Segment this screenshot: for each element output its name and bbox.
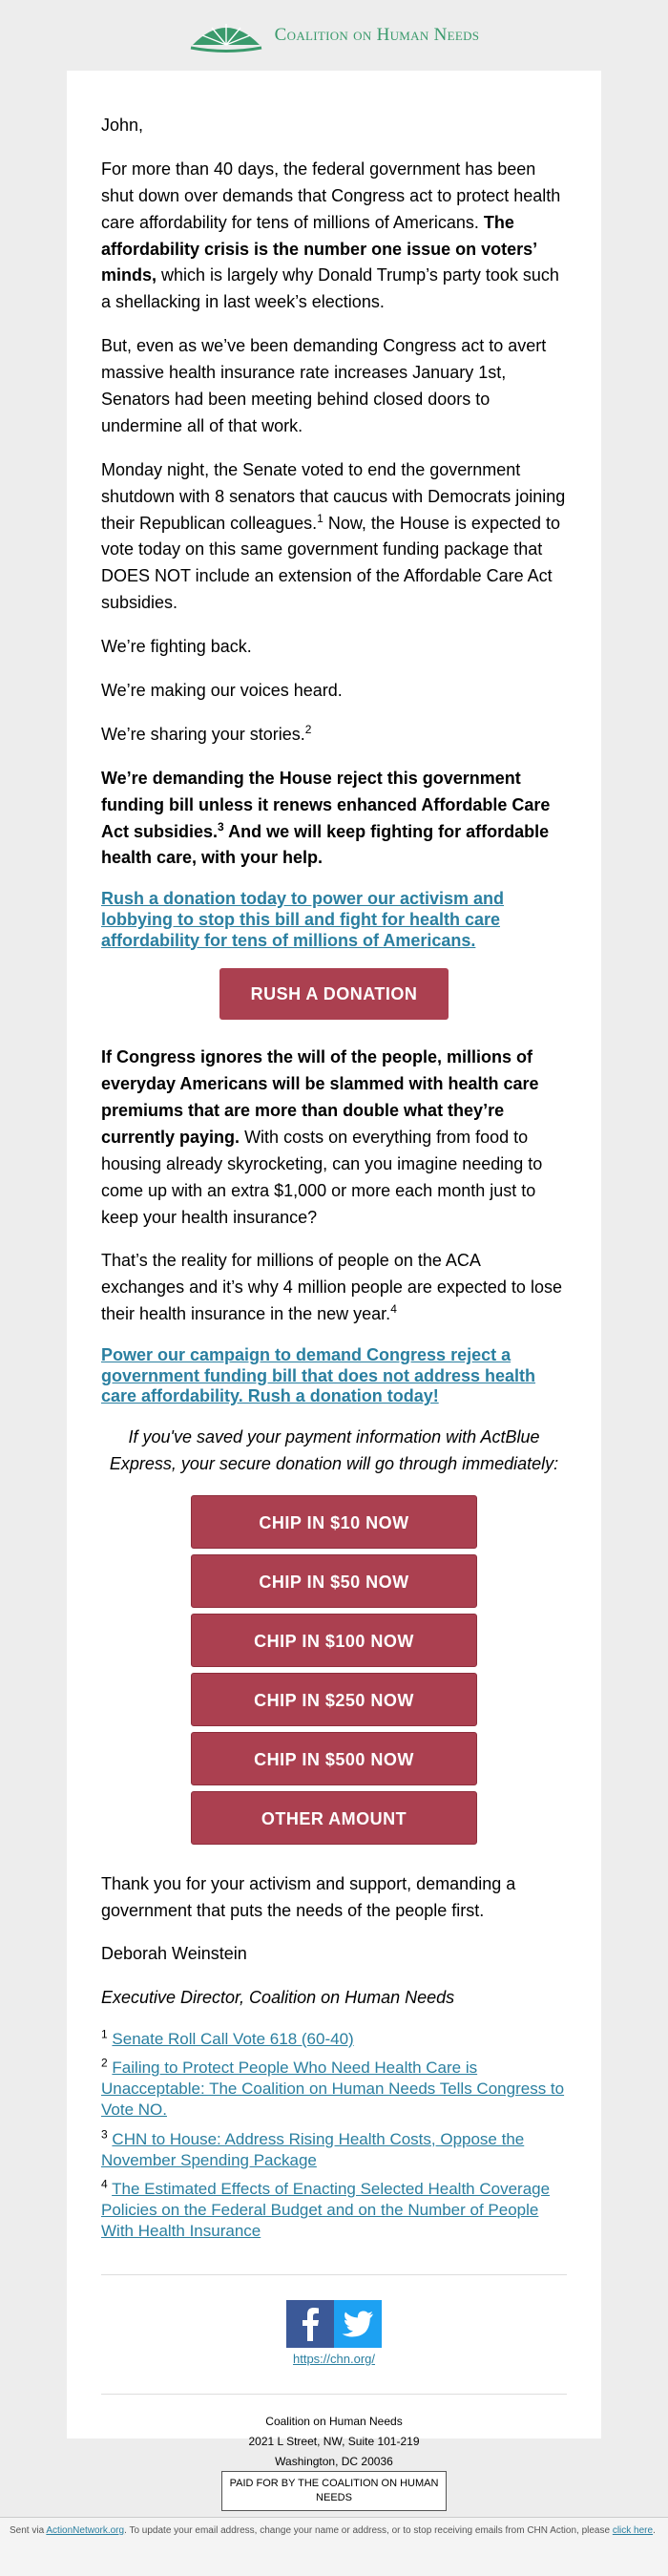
greeting: John, — [101, 116, 144, 135]
footnote-item — [101, 2179, 567, 2242]
signer-name: Deborah Weinstein — [101, 1944, 247, 1964]
chip-in-500-button[interactable]: CHIP IN $500 NOW — [191, 1732, 477, 1785]
org-logo[interactable] — [189, 16, 480, 54]
other-amount-button[interactable]: OTHER AMOUNT — [191, 1791, 477, 1845]
email-header — [0, 0, 668, 71]
rush-donation-button[interactable]: RUSH A DONATION — [219, 968, 449, 1020]
emphasis-text: If Congress ignores the will of the people, millions of everyday Americans will be slammed with health care premiums that are more than double what they’re currently paying. — [101, 1047, 539, 1147]
footnote-number: 4 — [101, 2177, 108, 2191]
site-link-wrap — [101, 2350, 567, 2369]
emphasis-text: The affordability crisis is the number one issue on voters’ minds, — [101, 212, 537, 285]
address-line: 2021 L Street, NW, Suite 101-219 — [248, 2435, 420, 2449]
footnote-number: 2 — [101, 2056, 108, 2070]
footnote-link[interactable]: Failing to Protect People Who Need Health Care is Unacceptable: The Coalition on Human Needs Tells Congress to Vote NO. — [101, 2059, 565, 2120]
paragraph-demand — [101, 766, 567, 873]
actblue-express-note: If you've saved your payment information with ActBlue Express, your secure donation will go through immediately: — [109, 1426, 559, 1473]
chip-in-100-button[interactable]: CHIP IN $100 NOW — [191, 1614, 477, 1667]
twitter-icon[interactable] — [334, 2300, 382, 2348]
org-name: Coalition on Human Needs — [274, 25, 480, 45]
footnote-link[interactable]: CHN to House: Address Rising Health Costs, Oppose the November Spending Package — [101, 2129, 525, 2169]
address-line: Coalition on Human Needs — [265, 2415, 403, 2429]
paragraph-text: For more than 40 days, the federal government has been shut down over demands that Congress act to protect health care affordability for tens of millions of Americans. — [101, 158, 561, 232]
footnote-link[interactable]: Senate Roll Call Vote 618 (60-40) — [112, 2030, 354, 2049]
chip-in-10-button[interactable]: CHIP IN $10 NOW — [191, 1495, 477, 1549]
divider — [101, 2274, 567, 2275]
paragraph-text: We’re sharing your stories. — [101, 724, 305, 744]
footnote-item — [101, 2058, 567, 2121]
email-body — [67, 71, 601, 2469]
paragraph-text: We’re demanding the House reject this government funding bill unless it renews enhanced Affordable Care Act subsidies. — [101, 768, 551, 841]
footnote-number: 3 — [101, 2126, 108, 2141]
social-links — [101, 2300, 567, 2348]
email-footer — [0, 2517, 668, 2576]
paragraph-voices: We’re making our voices heard. — [101, 681, 343, 701]
paragraph-text: Now, the House is expected to vote today on this same government funding package that DOES NOT include an extension of the Affordable Care Act subsidies. — [101, 513, 560, 613]
footnote-item — [101, 2029, 567, 2050]
divider — [101, 2394, 567, 2395]
rush-button-wrap — [101, 968, 567, 1020]
paragraph-premiums — [101, 1045, 567, 1231]
paragraph-text: And we will keep fighting for affordable health care, with your help. — [101, 821, 550, 868]
unsubscribe-link[interactable]: click here — [612, 2525, 654, 2536]
paragraph-text: That’s the reality for millions of people on the ACA exchanges and it’s why 4 million people are expected to lose their health insurance in the new year. — [101, 1251, 562, 1324]
footer-text: . To update your email address, change your name or address, or to stop receiving emails from CHN Action, please — [124, 2525, 611, 2536]
closing-paragraph: Thank you for your activism and support, demanding a government that puts the needs of the people first. — [101, 1873, 516, 1920]
paragraph-text: which is largely why Donald Trump’s party took such a shellacking in last week’s elections. — [101, 265, 559, 312]
paragraph-senate-vote — [101, 457, 567, 617]
tree-logo-icon — [189, 16, 263, 54]
footnote-ref: 2 — [304, 722, 312, 736]
donate-link-2[interactable]: Power our campaign to demand Congress reject a government funding bill that does not address health care affordability. Rush a donation today! — [101, 1345, 536, 1406]
footnote-item — [101, 2126, 567, 2171]
chip-in-250-button[interactable]: CHIP IN $250 NOW — [191, 1673, 477, 1726]
paragraph-fighting-back: We’re fighting back. — [101, 637, 252, 657]
paragraph-shutdown — [101, 157, 567, 316]
donate-link-1[interactable]: Rush a donation today to power our activism and lobbying to stop this bill and fight for health care affordability for tens of millions of Americans. — [101, 889, 505, 950]
signer-title: Executive Director, Coalition on Human Needs — [101, 1988, 455, 2008]
facebook-icon[interactable] — [286, 2300, 334, 2348]
footnote-ref: 1 — [317, 511, 324, 525]
paragraph-senators: But, even as we’ve been demanding Congress act to avert massive health insurance rate increases January 1st, Senators had been meeting behind closed doors to undermine all of that work. — [101, 336, 547, 435]
paragraph-aca-reality — [101, 1248, 567, 1328]
footnotes — [101, 2029, 567, 2242]
address-line: Washington, DC 20036 — [275, 2455, 393, 2469]
site-link[interactable]: https://chn.org/ — [293, 2352, 375, 2367]
action-network-link[interactable]: ActionNetwork.org — [46, 2525, 125, 2536]
paragraph-text: Monday night, the Senate voted to end the government shutdown with 8 senators that caucus with Democrats joining their Republican colleagues. — [101, 459, 566, 533]
footnote-ref: 3 — [218, 819, 224, 834]
facebook-glyph — [300, 2307, 321, 2341]
chip-in-buttons — [101, 1495, 567, 1845]
paragraph-stories — [101, 722, 567, 749]
footer-text: Sent via — [10, 2525, 45, 2536]
postal-address — [101, 2412, 567, 2472]
chip-in-50-button[interactable]: CHIP IN $50 NOW — [191, 1554, 477, 1608]
footer-text: . — [653, 2525, 656, 2536]
footnote-number: 1 — [101, 2027, 108, 2041]
footnote-link[interactable]: The Estimated Effects of Enacting Selected Health Coverage Policies on the Federal Budget and on the Number of People With Health Insurance — [101, 2179, 551, 2240]
social-icons — [286, 2300, 382, 2348]
footnote-ref: 4 — [390, 1302, 397, 1317]
donate-link-2-wrap — [101, 1345, 567, 1407]
paragraph-text: With costs on everything from food to housing already skyrocketing, can you imagine needing to come up with an extra $1,000 or more each month just to keep your health insurance? — [101, 1127, 543, 1227]
paid-for-disclaimer: PAID FOR BY THE COALITION ON HUMAN NEEDS — [221, 2471, 447, 2511]
twitter-bird-glyph — [342, 2311, 374, 2337]
donate-link-1-wrap — [101, 889, 567, 951]
